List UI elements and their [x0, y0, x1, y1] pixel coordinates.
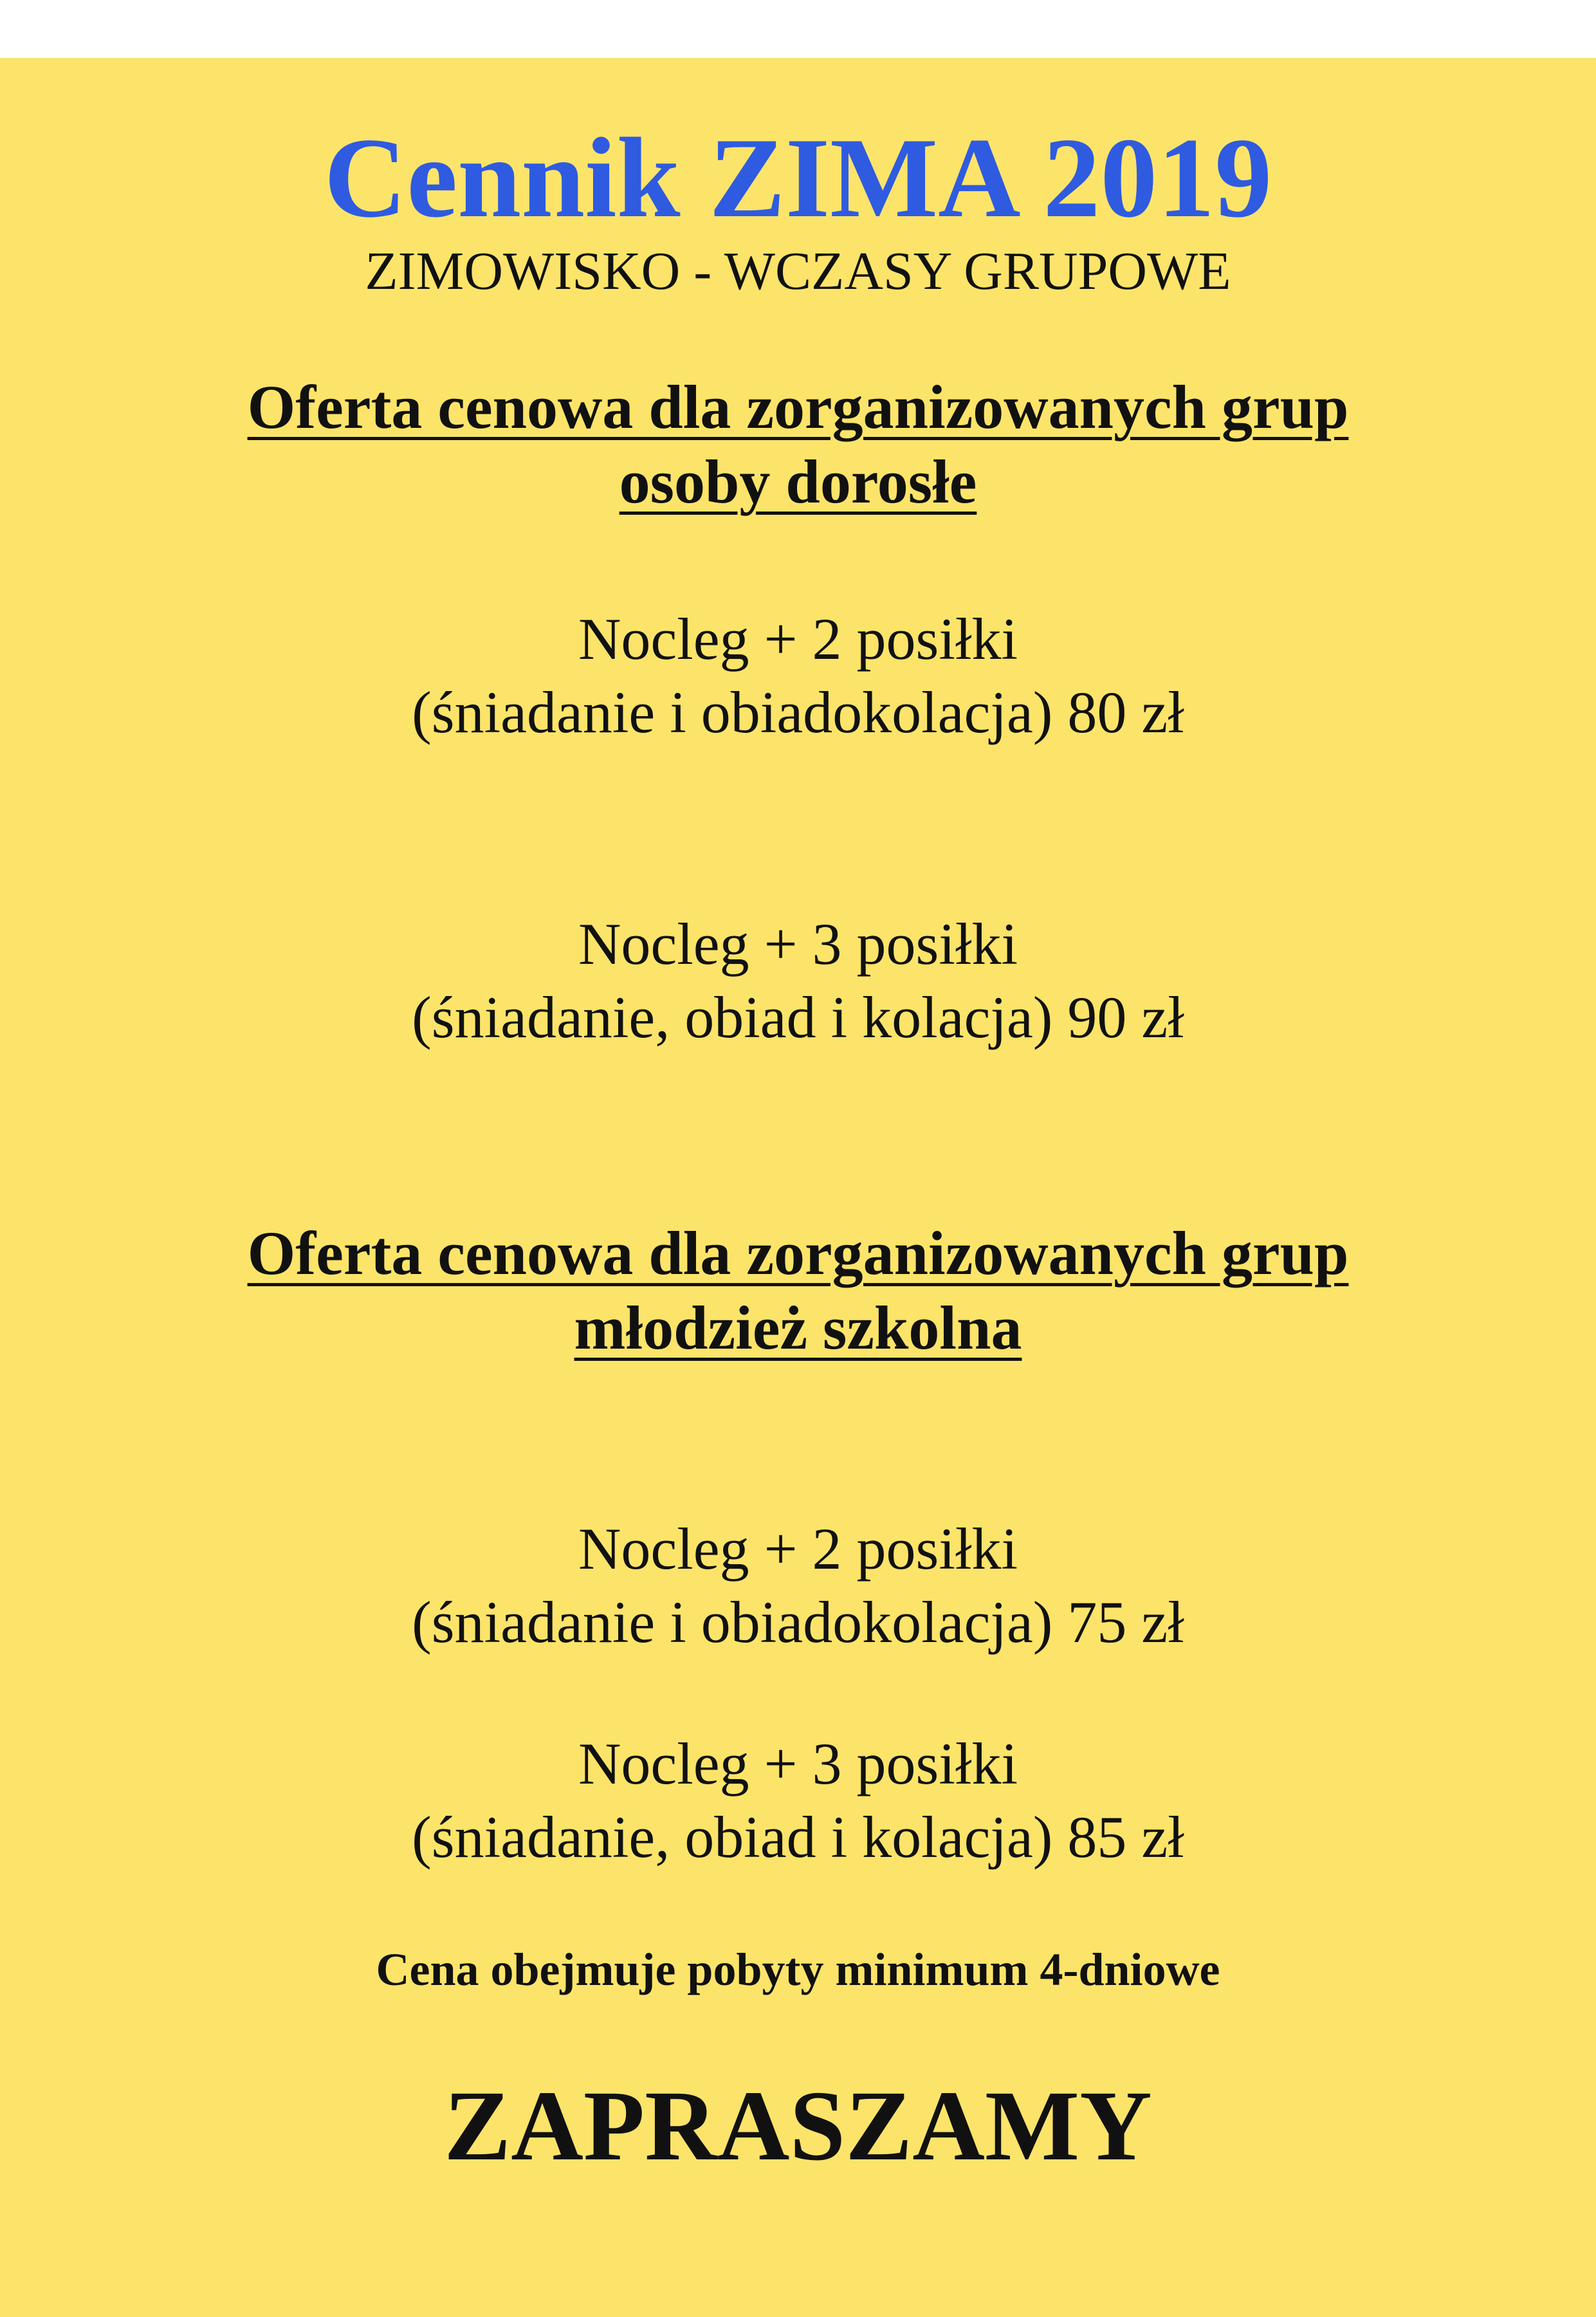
section-heading: Oferta cenowa dla zorganizowanych grup — [247, 373, 1349, 441]
page-subtitle: ZIMOWISKO - WCZASY GRUPOWE — [365, 241, 1231, 301]
section-heading: Oferta cenowa dla zorganizowanych grup — [247, 1219, 1349, 1288]
price-list-poster — [0, 58, 1596, 2317]
closing-invitation: ZAPRASZAMY — [444, 2070, 1152, 2181]
section-heading-group: młodzież szkolna — [574, 1293, 1022, 1362]
offer-detail: (śniadanie i obiadokolacja) 75 zł — [412, 1589, 1184, 1655]
offer-name: Nocleg + 2 posiłki — [578, 606, 1018, 672]
offer-detail: (śniadanie, obiad i kolacja) 90 zł — [412, 984, 1184, 1050]
offer-detail: (śniadanie i obiadokolacja) 80 zł — [412, 679, 1184, 745]
offer-detail: (śniadanie, obiad i kolacja) 85 zł — [412, 1804, 1184, 1870]
offer-name: Nocleg + 3 posiłki — [578, 911, 1018, 977]
offer-name: Nocleg + 3 posiłki — [578, 1731, 1018, 1796]
offer-name: Nocleg + 2 posiłki — [578, 1516, 1018, 1582]
page-title: Cennik ZIMA 2019 — [324, 114, 1272, 241]
minimum-stay-note: Cena obejmuje pobyty minimum 4-dniowe — [376, 1944, 1220, 1995]
section-heading-group: osoby dorosłe — [619, 447, 977, 516]
